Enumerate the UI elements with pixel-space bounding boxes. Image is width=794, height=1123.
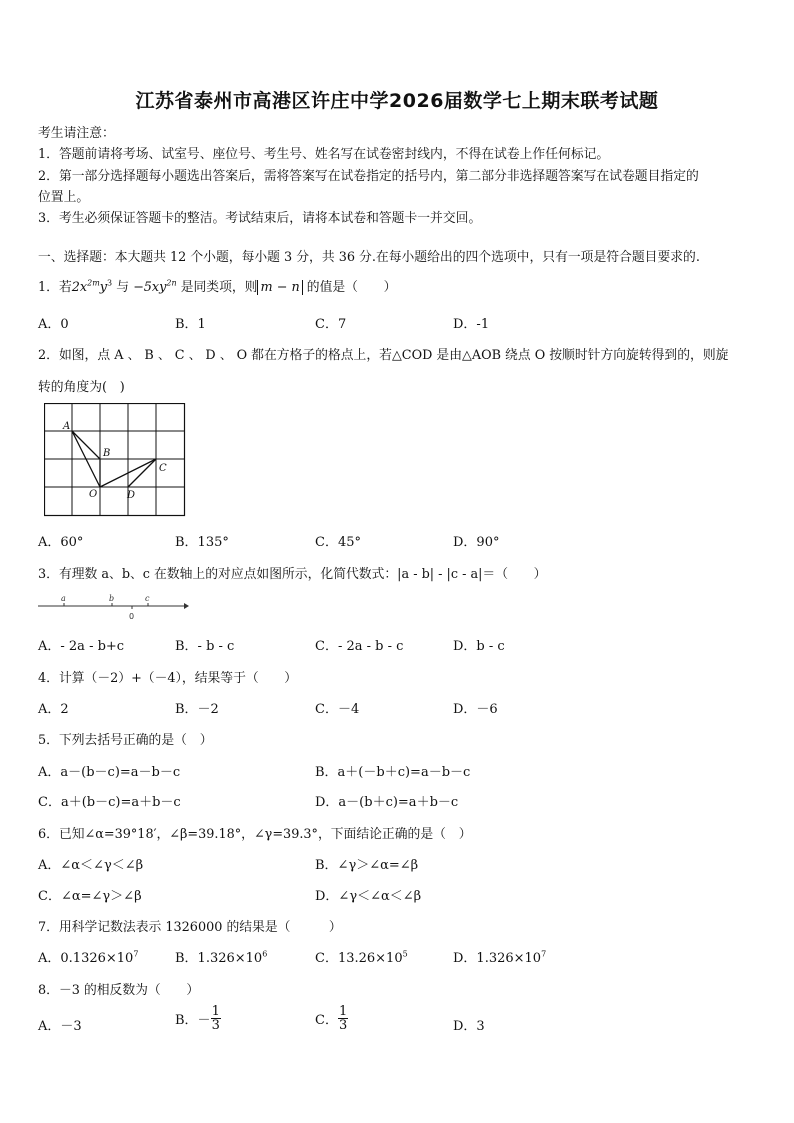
- q5-option-c: C．a＋(b－c)=a＋b－c: [38, 795, 181, 810]
- point-label-d: D: [127, 490, 136, 501]
- q2-option-a: A．60°: [38, 535, 84, 550]
- axis-label-zero: 0: [129, 612, 135, 621]
- q6-option-c: C．∠α=∠γ＞∠β: [38, 889, 142, 904]
- q8-option-c: C． $\frac{1}{3}$: [315, 1004, 348, 1033]
- q1-option-d: D．-1: [453, 317, 490, 332]
- point-label-a: A: [63, 421, 71, 432]
- question-2-line2: 转的角度为( ): [38, 380, 125, 395]
- q1-option-b: B．1: [175, 317, 206, 332]
- question-8: 8．－3 的相反数为（ ）: [38, 983, 200, 998]
- page-title: 江苏省泰州市高港区许庄中学2026届数学七上期末联考试题: [135, 90, 659, 112]
- q4-option-c: C．－4: [315, 702, 360, 717]
- q2-option-b: B．135°: [175, 535, 229, 550]
- q1-post: 是同类项，则: [176, 280, 258, 295]
- section-heading: 一、选择题：本大题共 12 个小题，每小题 3 分，共 36 分.在每小题给出的四个选项中，只有一项是符合题目要求的.: [38, 250, 700, 265]
- question-2-line1: 2．如图，点 A 、 B 、 C 、 D 、 O 都在方格子的格点上，若△COD 是由△AOB 绕点 O 按顺时针方向旋转得到的，则旋: [38, 348, 729, 363]
- q5-option-a: A．a－(b－c)=a－b－c: [38, 765, 181, 780]
- point-label-o: O: [89, 489, 98, 500]
- q7-option-a: A．$0.1326\times 10^7$: [38, 949, 139, 966]
- q6-option-b: B．∠γ＞∠α=∠β: [315, 858, 419, 873]
- q1-term1: 2x: [71, 280, 88, 295]
- q5-option-d: D．a－(b＋c)=a＋b－c: [315, 795, 459, 810]
- q1-term2: −5xy: [133, 280, 167, 295]
- question-7: 7．用科学记数法表示 1326000 的结果是（ ）: [38, 920, 342, 935]
- q1-option-c: C．7: [315, 317, 347, 332]
- q2-option-d: D．90°: [453, 535, 500, 550]
- q4-option-b: B．－2: [175, 702, 219, 717]
- notice-item: 3．考生必须保证答题卡的整洁。考试结束后，请将本试卷和答题卡一并交回。: [38, 211, 482, 226]
- q8-option-b: B．－ $\frac{1}{3}$: [175, 1004, 220, 1033]
- q3-option-b: B．- b - c: [175, 639, 235, 654]
- question-6: 6．已知∠α=39°18′，∠β=39.18°，∠γ=39.3°，下面结论正确的是（ ）: [38, 827, 472, 842]
- question-4: 4．计算（－2）+（－4），结果等于（ ）: [38, 671, 298, 686]
- notice-item: 位置上。: [38, 190, 90, 205]
- q6-option-d: D．∠γ＜∠α＜∠β: [315, 889, 422, 904]
- q1-term1-exp: 2m: [87, 278, 100, 288]
- q4-option-d: D．－6: [453, 702, 498, 717]
- notice-item: 2．第一部分选择题每小题选出答案后，需将答案写在试卷指定的括号内，第二部分非选择题答案写在试卷题目指定的: [38, 169, 699, 184]
- point-label-c: C: [159, 463, 167, 474]
- q1-abs: m − n: [257, 280, 302, 295]
- q1-term1b: y: [99, 280, 108, 295]
- grid-figure: [44, 403, 188, 518]
- q1-term1b-exp: 3: [107, 278, 113, 288]
- axis-label-c: c: [145, 594, 150, 603]
- q8-option-d: D．3: [453, 1019, 485, 1034]
- question-3: 3．有理数 a、b、c 在数轴上的对应点如图所示，化简代数式：|a - b| - |c - a|＝（ ）: [38, 567, 547, 582]
- q1-prefix: 1．若: [38, 280, 72, 295]
- point-label-b: B: [103, 448, 111, 459]
- axis-label-a: a: [61, 594, 66, 603]
- q1-option-a: A．0: [38, 317, 69, 332]
- question-1: [38, 276, 396, 295]
- q3-option-c: C．- 2a - b - c: [315, 639, 404, 654]
- q7-option-d: D．$1.326\times 10^7$: [453, 949, 547, 966]
- q1-mid: 与: [112, 280, 134, 295]
- notice-item: 1．答题前请将考场、试室号、座位号、考生号、姓名写在试卷密封线内，不得在试卷上作任何标记。: [38, 147, 610, 162]
- q4-option-a: A．2: [38, 702, 69, 717]
- notice-heading: 考生请注意：: [38, 126, 115, 141]
- q1-term2-exp: 2n: [166, 278, 177, 288]
- q7-option-b: B．$1.326\times 10^6$: [175, 949, 268, 966]
- q1-end: 的值是（ ）: [302, 280, 397, 295]
- q7-option-c: C．$13.26\times 10^5$: [315, 949, 408, 966]
- q2-option-c: C．45°: [315, 535, 361, 550]
- q3-option-d: D．b - c: [453, 639, 505, 654]
- q8-option-a: A．－3: [38, 1019, 82, 1034]
- axis-label-b: b: [109, 594, 115, 603]
- q6-option-a: A．∠α＜∠γ＜∠β: [38, 858, 144, 873]
- q5-option-b: B．a＋(－b＋c)=a－b－c: [315, 765, 471, 780]
- q3-option-a: A．- 2a - b+c: [38, 639, 125, 654]
- number-line: [36, 590, 190, 622]
- question-5: 5．下列去括号正确的是（ ）: [38, 733, 213, 748]
